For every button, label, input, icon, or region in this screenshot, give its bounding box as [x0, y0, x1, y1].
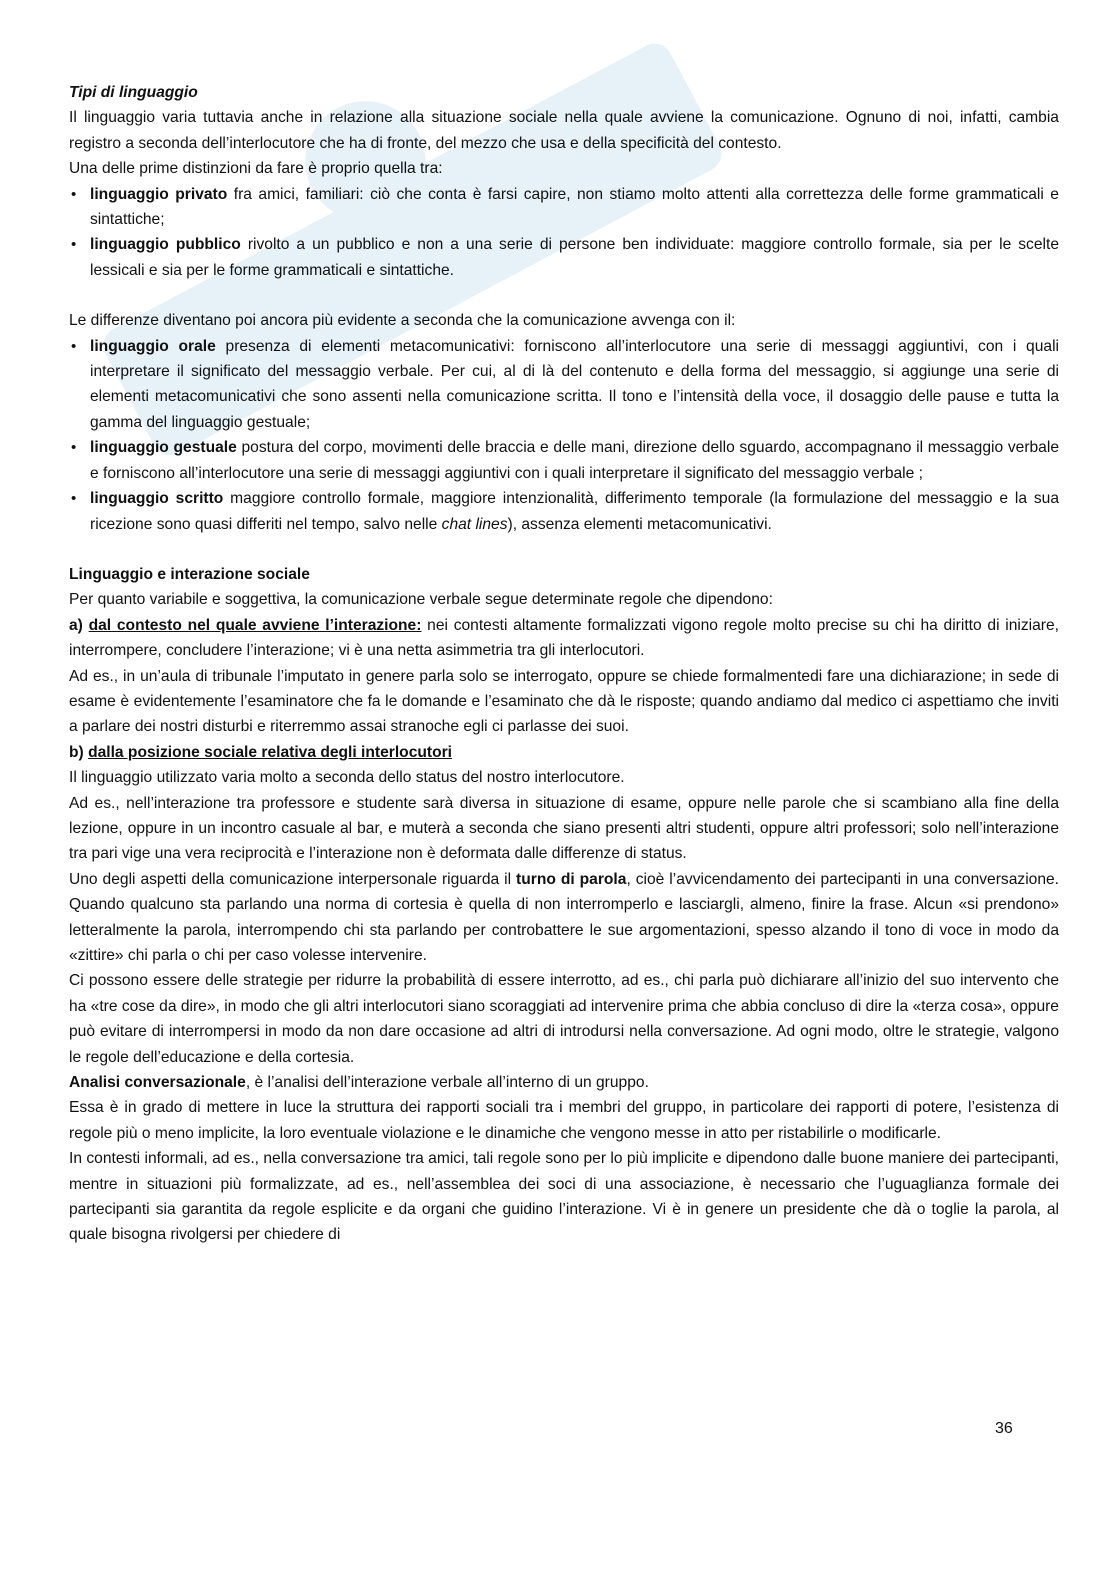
paragraph-intro: Il linguaggio varia tuttavia anche in relazione alla situazione sociale nella quale avviene la comunicazione. Ognuno di noi, infatti, cambia registro a seconda dell’interlocutore che ha di fronte, del mezzo che usa e della specificità del contesto.	[69, 109, 1059, 152]
paragraph-analisi: Analisi conversazionale, è l’analisi dell’interazione verbale all’interno di un gruppo.	[69, 1074, 649, 1092]
paragraph-contesti: In contesti informali, ad es., nella conversazione tra amici, tali regole sono per lo più implicite e dipendono dalle buone maniere dei partecipanti, mentre in situazioni più formalizzate, ad es., nell’assemblea dei soci di una associazione, è necessario che l’uguaglianza formale dei partecipanti sia garantita da regole esplicite e da organi che guidino l’interazione. Vi è in genere un presidente che dà o toglie la parola, al quale bisogna rivolgersi per chiedere di	[69, 1150, 1059, 1244]
list-item: • linguaggio privato fra amici, familiari: ciò che conta è farsi capire, non stiamo molto attenti alla correttezza delle forme grammaticali e sintattiche;	[69, 182, 1059, 233]
paragraph-tribunale: Ad es., in un’aula di tribunale l’imputato in genere parla solo se interrogato, oppure se chiede formalmentedi fare una dichiarazione; in sede di esame è evidentemente l’esaminatore che fa le domande e l’esaminato che dà le risposte; quando andiamo dal medico ci aspettiamo che inviti a parlare dei nostri disturbi e riterremmo assai stranoche egli ci parlasse dei suoi.	[69, 667, 1059, 736]
paragraph-intro2: Per quanto variabile e soggettiva, la comunicazione verbale segue determinate regole che dipendono:	[69, 591, 773, 609]
paragraph-point-b: b) dalla posizione sociale relativa degli interlocutori	[69, 743, 453, 761]
paragraph-point-a: a) dal contesto nel quale avviene l’interazione: nei contesti altamente formalizzati vigono regole molto precise su chi ha diritto di iniziare, interrompere, concludere l’interazione; vi è una netta asimmetria tra gli interlocutori.	[69, 616, 1060, 660]
section-title-interazione: Linguaggio e interazione sociale	[69, 565, 310, 583]
paragraph-strategie: Ci possono essere delle strategie per ridurre la probabilità di essere interrotto, ad es., chi parla può dichiarare all’inizio del suo intervento che ha «tre cose da dire», in modo che gli altri interlocutori siano scoraggiati ad intervenire prima che abbia concluso di dire la «terza cosa», oppure può evitare di interrompersi in modo da non dare occasione ad altri di introdursi nella conversazione. Ad ogni modo, oltre le strategie, valgono le regole dell’educazione e della cortesia.	[69, 972, 1059, 1066]
paragraph-professore: Ad es., nell’interazione tra professore e studente sarà diversa in situazione di esame, oppure nelle parole che si scambiano alla fine della lezione, oppure in un incontro casuale al bar, e muterà a seconda che siano presenti altri studenti, oppure altri professori; solo nell’interazione tra pari vige una vera reciprocità e l’interazione non è deformata dalle differenze di status.	[69, 794, 1059, 863]
document-body	[69, 80, 1059, 1248]
bullet-list-1	[69, 182, 1059, 284]
spacer	[69, 283, 1059, 308]
page-number: 36	[995, 1420, 1013, 1437]
bullet-list-2	[69, 334, 1059, 537]
list-item: • linguaggio scritto maggiore controllo formale, maggiore intenzionalità, differimento temporale (la formulazione del messaggio e la sua ricezione sono quasi differiti nel tempo, salvo nelle chat lines), assenza elementi metacomunicativi.	[69, 486, 1059, 537]
paragraph-lead2: Le differenze diventano poi ancora più evidente a seconda che la comunicazione avvenga con il:	[69, 312, 736, 330]
list-item: • linguaggio gestuale postura del corpo, movimenti delle braccia e delle mani, direzione dello sguardo, accompagnano il messaggio verbale e forniscono all’interlocutore una serie di messaggi aggiuntivi con i quali interpretare il significato del messaggio verbale ;	[69, 435, 1059, 486]
paragraph-status: Il linguaggio utilizzato varia molto a seconda dello status del nostro interlocutore.	[69, 769, 625, 787]
paragraph-essa: Essa è in grado di mettere in luce la struttura dei rapporti sociali tra i membri del gruppo, in particolare dei rapporti di potere, l’esistenza di regole più o meno implicite, la loro eventuale violazione e le dinamiche che vengono messe in atto per ristabilirle o modificarle.	[69, 1099, 1059, 1142]
paragraph-lead: Una delle prime distinzioni da fare è proprio quella tra:	[69, 160, 443, 178]
spacer	[69, 537, 1059, 562]
list-item: • linguaggio pubblico rivolto a un pubblico e non a una serie di persone ben individuate: maggiore controllo formale, sia per le scelte lessicali e sia per le forme grammaticali e sintattiche.	[69, 232, 1059, 283]
list-item: • linguaggio orale presenza di elementi metacomunicativi: forniscono all’interlocutore una serie di messaggi aggiuntivi, con i quali interpretare il significato del messaggio verbale. Per cui, al di là del contenuto e della forma del messaggio, si aggiunge una serie di elementi metacomunicativi che sono assenti nella comunicazione scritta. Il tono e l’intensità della voce, il dosaggio delle pause e tutta la gamma del linguaggio gestuale;	[69, 334, 1059, 436]
paragraph-turno: Uno degli aspetti della comunicazione interpersonale riguarda il turno di parola, cioè l’avvicendamento dei partecipanti in una conversazione. Quando qualcuno sta parlando una norma di cortesia è quella di non interromperlo e lasciargli, almeno, finire la frase. Alcun «si prendono» letteralmente la parola, interrompendo chi sta parlando per controbattere le sue argomentazioni, spesso alzando il tono di voce in modo da «zittire» chi parla o chi per caso volesse intervenire.	[69, 870, 1060, 964]
section-title-tipi: Tipi di linguaggio	[69, 84, 198, 101]
